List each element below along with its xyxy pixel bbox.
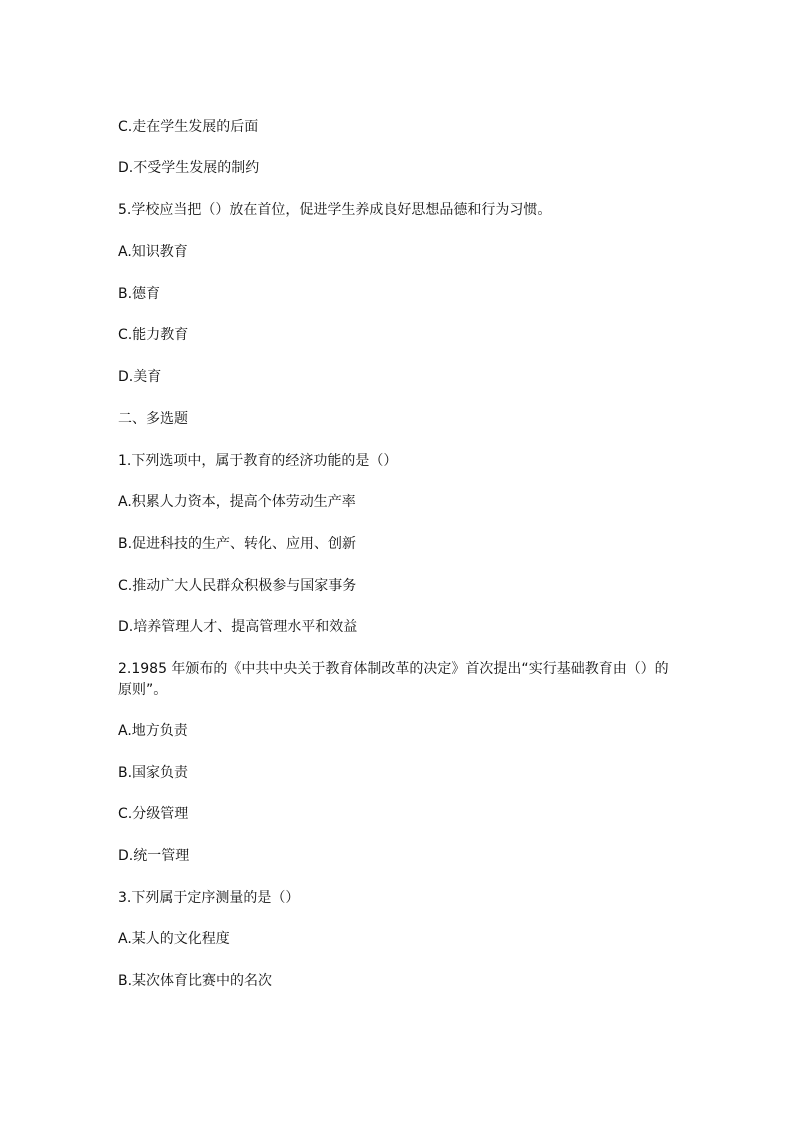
option-d-q5: D.美育	[118, 369, 162, 385]
option-d-mq1: D.培养管理人才、提高管理水平和效益	[118, 619, 358, 635]
option-d-mq2: D.统一管理	[118, 848, 190, 864]
option-a-mq2: A.地方负责	[118, 723, 188, 739]
option-a-mq3: A.某人的文化程度	[118, 931, 230, 947]
option-a-mq1: A.积累人力资本，提高个体劳动生产率	[118, 494, 356, 510]
question-5: 5.学校应当把（）放在首位，促进学生养成良好思想品德和行为习惯。	[118, 202, 552, 218]
option-a-q5: A.知识教育	[118, 244, 188, 260]
option-c-mq1: C.推动广大人民群众积极参与国家事务	[118, 578, 357, 594]
option-c-q5: C.能力教育	[118, 327, 189, 343]
option-b-mq1: B.促进科技的生产、转化、应用、创新	[118, 536, 357, 552]
multi-question-3: 3.下列属于定序测量的是（）	[118, 890, 300, 906]
option-b-mq3: B.某次体育比赛中的名次	[118, 973, 273, 989]
option-c-q4: C.走在学生发展的后面	[118, 119, 259, 135]
section-heading-multiple-choice: 二、多选题	[118, 411, 188, 427]
multi-question-1: 1.下列选项中，属于教育的经济功能的是（）	[118, 453, 398, 469]
option-b-mq2: B.国家负责	[118, 765, 189, 781]
multi-question-2: 2.1985 年颁布的《中共中央关于教育体制改革的决定》首次提出“实行基础教育由（）的原则”。	[118, 661, 669, 698]
option-c-mq2: C.分级管理	[118, 806, 189, 822]
option-d-q4: D.不受学生发展的制约	[118, 160, 260, 176]
option-b-q5: B.德育	[118, 286, 161, 302]
